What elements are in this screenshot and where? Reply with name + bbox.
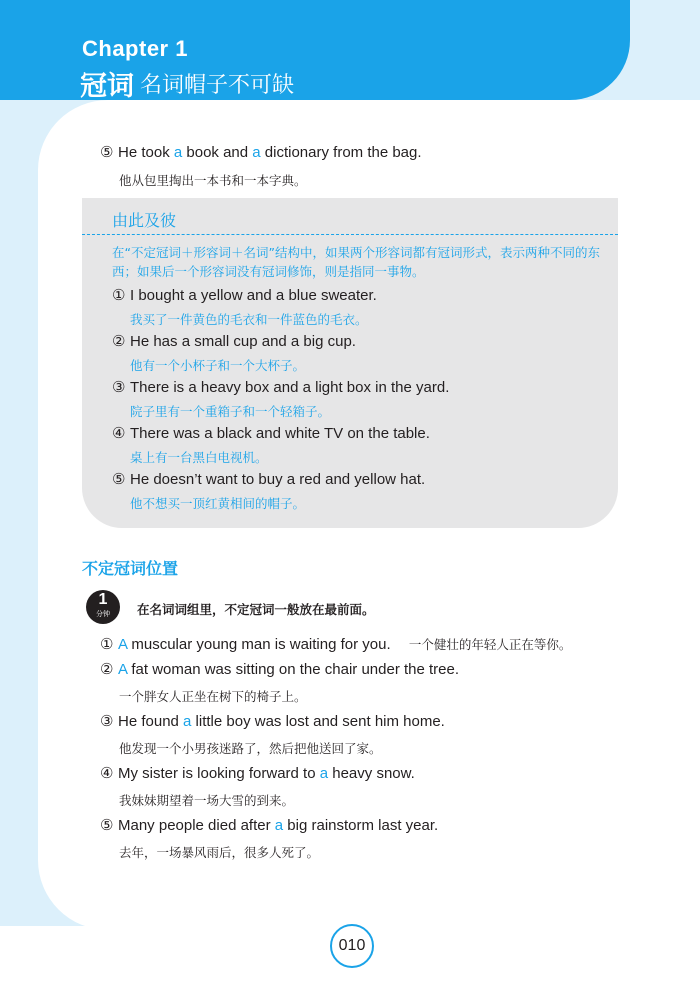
- badge-number: 1: [98, 591, 108, 608]
- rule-text: 在名词词组里，不定冠词一般放在最前面。: [137, 602, 375, 617]
- example-number: ⑤: [100, 144, 114, 161]
- sentence-text: Many people died after: [118, 817, 275, 834]
- extension-box-description: 在“不定冠词＋形容词＋名词”结构中，如果两个形容词都有冠词形式，表示两种不同的东西；如果后一个形容词没有冠词修饰，则是指同一事物。: [112, 245, 600, 279]
- intro-example-cn: 他从包里掏出一本书和一本字典。: [119, 173, 307, 188]
- sentence-text: muscular young man is waiting for you.: [127, 636, 391, 653]
- example-number: ②: [100, 661, 114, 678]
- section-example-en: [100, 660, 459, 678]
- example-sentence: [118, 817, 438, 834]
- sentence-text: big rainstorm last year.: [283, 817, 439, 834]
- box-item-cn: 院子里有一个重箱子和一个轻箱子。: [130, 404, 331, 419]
- highlighted-article: a: [274, 817, 284, 834]
- sentence-text: He found: [118, 713, 184, 730]
- item-number: ①: [112, 287, 126, 304]
- page-number: 010: [330, 924, 374, 968]
- highlighted-article: a: [319, 765, 329, 782]
- chapter-subtitle: 名词帽子不可缺: [140, 73, 295, 98]
- section-example-en: [100, 712, 445, 730]
- item-sentence: There is a heavy box and a light box in the yard.: [130, 379, 450, 396]
- example-sentence: [118, 713, 445, 730]
- example-sentence: [118, 144, 422, 161]
- highlighted-article: a: [252, 144, 261, 161]
- item-number: ④: [112, 425, 126, 442]
- sentence-text: book and: [182, 144, 253, 161]
- item-number: ②: [112, 333, 126, 350]
- sentence-text: fat woman was sitting on the chair under the tree.: [127, 661, 460, 678]
- example-number: ⑤: [100, 817, 114, 834]
- item-number: ⑤: [112, 471, 126, 488]
- example-sentence: [118, 765, 415, 782]
- section-example-cn: 去年，一场暴风雨后，很多人死了。: [119, 845, 320, 860]
- box-item-en: [112, 332, 356, 350]
- box-item-en: [112, 424, 430, 442]
- highlighted-article: A: [118, 636, 128, 653]
- example-translation-inline: 一个健壮的年轻人正在等你。: [408, 638, 572, 652]
- intro-example-en: [100, 143, 422, 161]
- item-sentence: There was a black and white TV on the table.: [130, 425, 430, 442]
- section-example-cn: 我妹妹期望着一场大雪的到来。: [119, 793, 295, 808]
- timer-badge: [86, 590, 120, 624]
- example-number: ①: [100, 636, 114, 653]
- box-item-cn: 他不想买一顶红黄相间的帽子。: [130, 496, 306, 511]
- highlighted-article: a: [183, 713, 192, 730]
- section-example-en: [100, 764, 415, 782]
- chapter-title: 冠词: [80, 71, 134, 102]
- example-number: ③: [100, 713, 114, 730]
- section-example-en: [100, 635, 571, 653]
- sentence-text: little boy was lost and sent him home.: [191, 713, 445, 730]
- box-item-cn: 他有一个小杯子和一个大杯子。: [130, 358, 306, 373]
- sentence-text: He took: [118, 144, 174, 161]
- chapter-label: Chapter 1: [82, 36, 188, 61]
- example-number: ④: [100, 765, 114, 782]
- item-sentence: He doesn’t want to buy a red and yellow hat.: [130, 471, 426, 488]
- extension-box-title: 由此及彼: [112, 211, 177, 230]
- box-item-en: [112, 286, 377, 304]
- sentence-text: My sister is looking forward to: [118, 765, 320, 782]
- dashed-divider: [82, 234, 618, 235]
- section-example-cn: 他发现一个小男孩迷路了，然后把他送回了家。: [119, 741, 382, 756]
- item-sentence: He has a small cup and a big cup.: [130, 333, 356, 350]
- section-example-cn: 一个胖女人正坐在树下的椅子上。: [119, 689, 307, 704]
- highlighted-article: A: [118, 661, 128, 678]
- example-sentence: [118, 636, 391, 653]
- item-sentence: I bought a yellow and a blue sweater.: [130, 287, 377, 304]
- badge-unit: 分钟: [96, 610, 110, 618]
- highlighted-article: a: [173, 144, 183, 161]
- sentence-text: heavy snow.: [328, 765, 415, 782]
- section-example-en: [100, 816, 438, 834]
- box-item-en: [112, 470, 425, 488]
- sentence-text: dictionary from the bag.: [260, 144, 422, 161]
- item-number: ③: [112, 379, 126, 396]
- box-item-cn: 我买了一件黄色的毛衣和一件蓝色的毛衣。: [130, 312, 368, 327]
- example-sentence: [118, 661, 459, 678]
- box-item-en: [112, 378, 449, 396]
- section-title: 不定冠词位置: [82, 559, 179, 578]
- box-item-cn: 桌上有一台黑白电视机。: [130, 450, 268, 465]
